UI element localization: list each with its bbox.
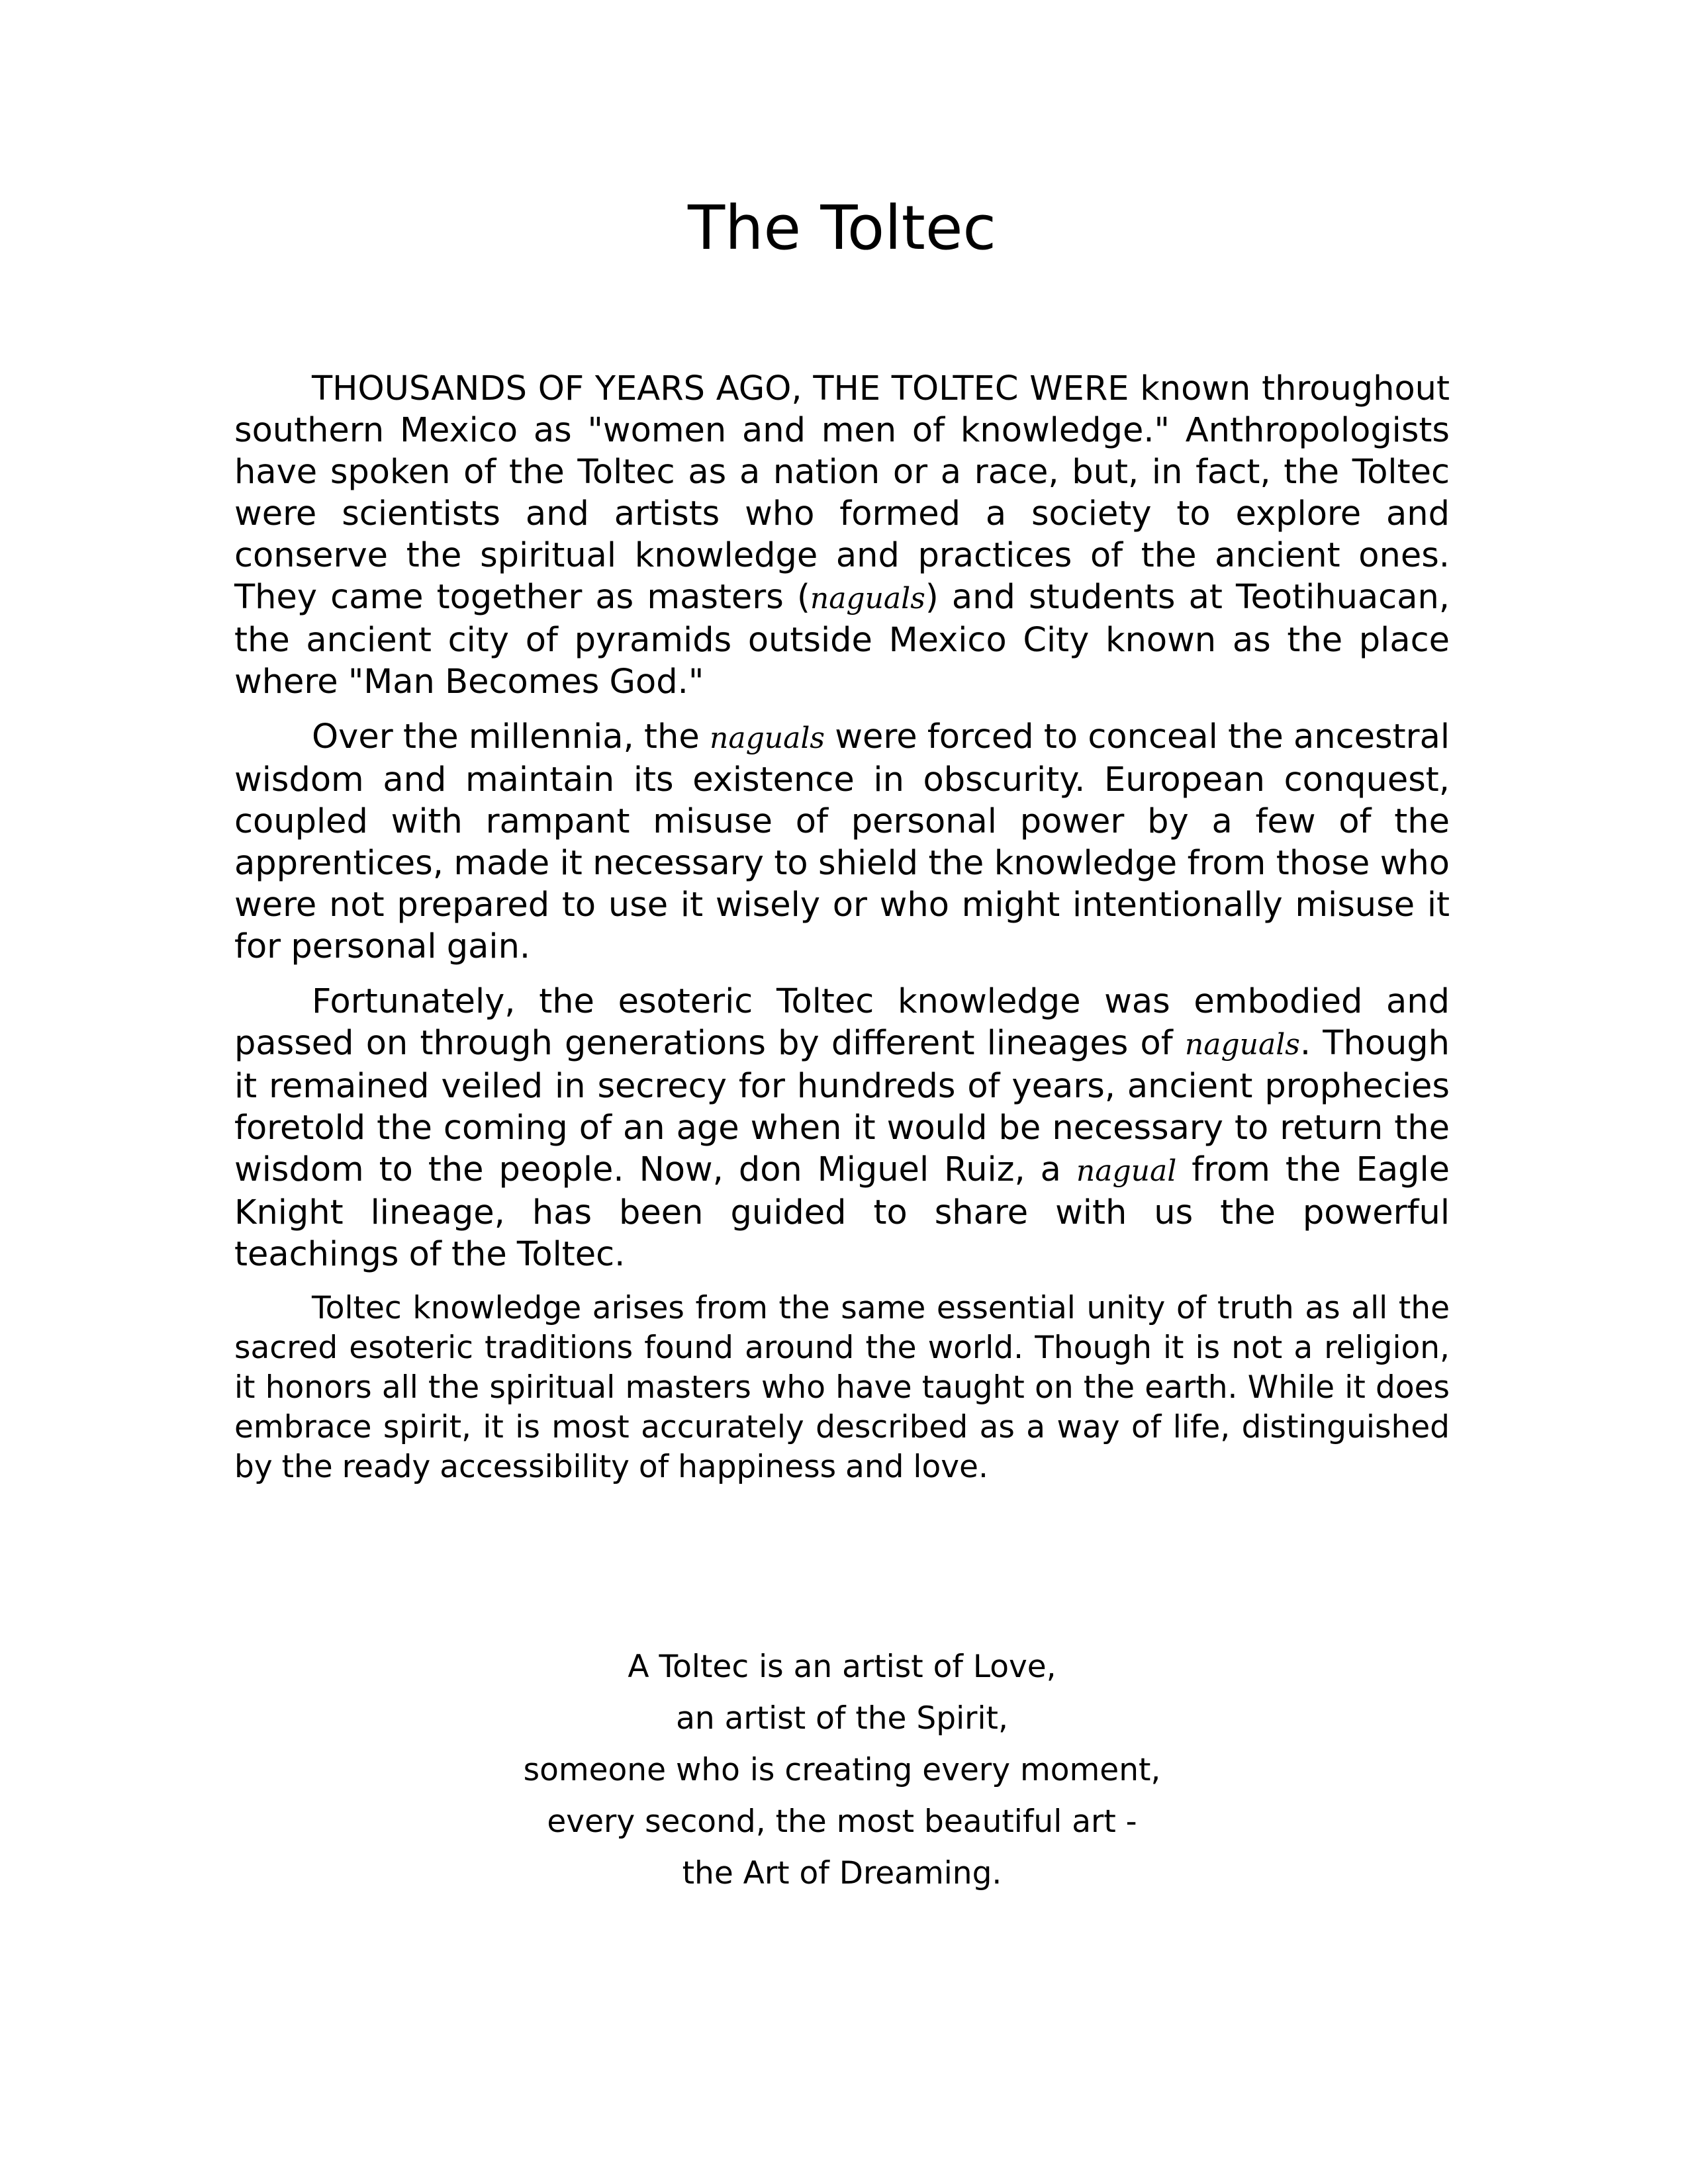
paragraph-1-text-a: THOUSANDS OF YEARS AGO, THE TOLTEC WERE known throughout southern Mexico as "women and men of knowledge." Anthropologists have spoken of the Toltec as a nation or a race, but, in fact, the Toltec were scientists and artists who formed a society to explore and conserve the spiritual knowledge and practices of the ancient ones. They came together as masters ( — [234, 369, 1450, 617]
paragraph-1-italic-naguals: naguals — [810, 582, 925, 615]
poem-line-2: an artist of the Spirit, — [676, 1700, 1008, 1737]
paragraph-3 — [234, 981, 1450, 1275]
paragraph-3-italic-nagual: nagual — [1076, 1154, 1177, 1188]
paragraph-2 — [234, 716, 1450, 968]
poem-line-1: A Toltec is an artist of Love, — [628, 1649, 1056, 1685]
paragraph-3-text-a: Fortunately, the esoteric Toltec knowledge was embodied and passed on through generations by different lineages of — [234, 982, 1450, 1063]
paragraph-3-italic-naguals: naguals — [1184, 1028, 1300, 1062]
poem-line-4: every second, the most beautiful art - — [547, 1803, 1137, 1840]
paragraph-1-text-c: ) and students at Teotihuacan, the ancient city of pyramids outside Mexico City known as the place where "Man Becomes God." — [234, 578, 1450, 702]
paragraph-2-italic-naguals: naguals — [710, 721, 825, 755]
paragraph-2-text-c: were forced to conceal the ancestral wisdom and maintain its existence in obscurity. European conquest, coupled with rampant misuse of personal power by a few of the apprentices, made it necessary to shield the knowledge from those who were not prepared to use it wisely or who might intentionally misuse it for personal gain. — [234, 717, 1450, 966]
page-title: The Toltec — [687, 193, 997, 263]
poem — [234, 1641, 1450, 1899]
paragraph-1 — [234, 368, 1450, 703]
paragraph-3-text-e: from the Eagle Knight lineage, has been guided to share with us the powerful teachings of the Toltec. — [234, 1150, 1450, 1274]
document-page — [234, 0, 1450, 2184]
poem-line-3: someone who is creating every moment, — [523, 1752, 1161, 1788]
poem-line-5: the Art of Dreaming. — [682, 1855, 1002, 1891]
paragraph-3-text-c: . Though it remained veiled in secrecy for hundreds of years, ancient prophecies foretold the coming of an age when it would be necessary to return the wisdom to the people. Now, don Miguel Ruiz, a — [234, 1024, 1450, 1189]
body-text — [234, 368, 1450, 1500]
paragraph-4: Toltec knowledge arises from the same essential unity of truth as all the sacred esoteric traditions found around the world. Though it is not a religion, it honors all the spiritual masters who have taught on the earth. While it does embrace spirit, it is most accurately described as a way of life, distinguished by the ready accessibility of happiness and love. — [234, 1290, 1450, 1485]
paragraph-2-text-a: Over the millennia, the — [312, 717, 710, 756]
